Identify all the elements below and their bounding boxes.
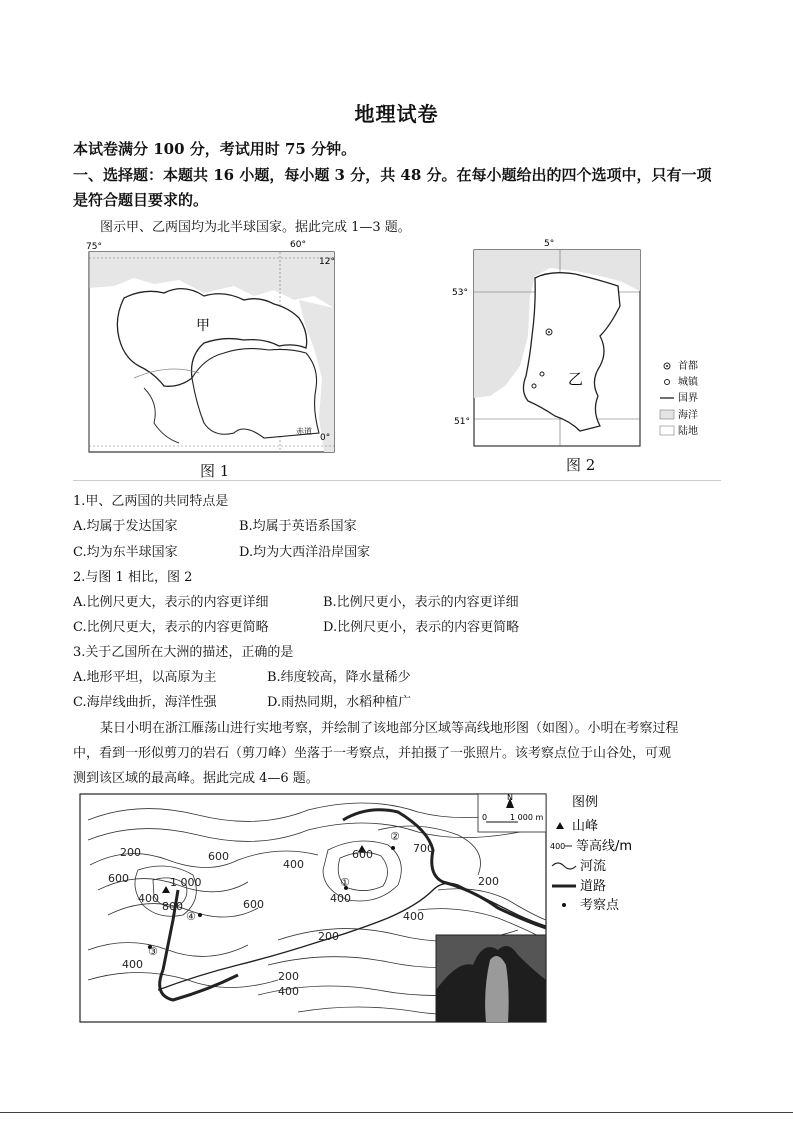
figure-1-caption: 图 1 (200, 462, 230, 480)
lon-75: 75° (86, 242, 102, 252)
lat-0: 0° (320, 433, 331, 443)
question-3-option-c: C.海岸线曲折，海洋性强 (73, 695, 217, 710)
page-title: 地理试卷 (354, 102, 439, 126)
question-1-option-c: C.均为东半球国家 (73, 545, 178, 560)
question-3-stem: 3.关于乙国所在大洲的描述，正确的是 (73, 645, 294, 660)
question-2-option-a: A.比例尺更大，表示的内容更详细 (73, 595, 269, 610)
legend-capital: 首都 (678, 361, 698, 372)
legend-title: 图例 (572, 795, 599, 810)
intro-questions-4-6-line1: 某日小明在浙江雁荡山进行实地考察，并绘制了该地部分区域等高线地形图（如图）。小明在考察过程 (100, 721, 679, 736)
scale-end: 1 000 m (510, 813, 544, 822)
country-label-jia: 甲 (196, 318, 210, 334)
contour-label: 600 (243, 898, 264, 911)
legend-point-icon (562, 903, 566, 907)
equator-label: 赤道 (296, 427, 312, 436)
contour-label: 400 (330, 892, 351, 905)
contour-label: 200 (120, 846, 141, 859)
contour-label: 400 (122, 958, 143, 971)
question-2-stem: 2.与图 1 相比，图 2 (73, 570, 193, 585)
point-1-label: ① (340, 876, 350, 889)
contour-label: 400 (278, 985, 299, 998)
intro-questions-1-3: 图示甲、乙两国均为北半球国家。据此完成 1—3 题。 (100, 220, 411, 235)
legend-border: 国界 (678, 393, 698, 404)
figure-2-map (450, 236, 720, 476)
question-1-option-d: D.均为大西洋沿岸国家 (239, 545, 371, 560)
lat-53: 53° (452, 288, 468, 298)
figure-2-caption: 图 2 (566, 456, 596, 474)
figure-2 (450, 236, 720, 476)
legend-peak-icon (556, 822, 564, 829)
legend-river: 河流 (580, 859, 607, 874)
point-2-label: ② (390, 830, 400, 843)
lon-60: 60° (290, 240, 306, 250)
contour-map (78, 790, 738, 1026)
contour-label: 200 (478, 875, 499, 888)
exam-info: 本试卷满分 100 分，考试用时 75 分钟。 (73, 140, 357, 158)
observation-point (391, 846, 395, 850)
legend-town: 城镇 (678, 377, 698, 388)
scale-start: 0 (482, 813, 488, 822)
section-instruction-line1: 一、选择题：本题共 16 小题，每小题 3 分，共 48 分。在每小题给出的四个选项中，只有一项 (73, 166, 712, 184)
contour-label: 700 (413, 842, 434, 855)
point-3-label: ③ (148, 945, 158, 958)
page-bottom-rule (0, 1112, 793, 1113)
question-1-option-a: A.均属于发达国家 (73, 519, 178, 534)
lon-5: 5° (544, 239, 555, 249)
contour-label: 200 (278, 970, 299, 983)
contour-label: 600 (208, 850, 229, 863)
legend-ocean: 海洋 (678, 410, 698, 421)
figure-1-map (84, 238, 346, 478)
contour-label: 800 (162, 900, 183, 913)
intro-questions-4-6-line3: 测到该区域的最高峰。据此完成 4—6 题。 (73, 771, 319, 786)
contour-label: 1 000 (170, 876, 202, 889)
legend-road: 道路 (580, 879, 607, 894)
question-3-option-d: D.雨热同期，水稻种植广 (267, 695, 412, 710)
contour-label: 600 (352, 848, 373, 861)
lat-12: 12° (319, 257, 335, 267)
observation-point (198, 913, 202, 917)
legend-river-icon (552, 863, 576, 869)
legend-point: 考察点 (580, 898, 620, 913)
divider (73, 480, 721, 481)
question-3-option-a: A.地形平坦，以高原为主 (73, 670, 217, 685)
neighbor-country (192, 349, 319, 438)
question-1-stem: 1.甲、乙两国的共同特点是 (73, 494, 229, 509)
question-2-option-d: D.比例尺更小，表示的内容更简略 (323, 620, 520, 635)
legend-land: 陆地 (678, 426, 698, 437)
intro-questions-4-6-line2: 中，看到一形似剪刀的岩石（剪刀峰）坐落于一考察点，并拍摄了一张照片。该考察点位于山谷处，可观 (73, 746, 672, 761)
contour-label: 200 (318, 930, 339, 943)
legend-peak: 山峰 (572, 819, 599, 834)
contour-label: 400 (138, 892, 159, 905)
question-3-option-b: B.纬度较高，降水量稀少 (267, 670, 411, 685)
contour-label: 600 (108, 872, 129, 885)
figure-3 (78, 790, 738, 1026)
country-label-yi: 乙 (568, 370, 584, 388)
point-4-label: ④ (186, 910, 196, 923)
north-label: N (507, 793, 513, 802)
legend-contour-sample: 400 (550, 842, 566, 851)
lat-51: 51° (454, 417, 470, 427)
question-2-option-c: C.比例尺更大，表示的内容更简略 (73, 620, 269, 635)
section-instruction-line2: 是符合题目要求的。 (73, 191, 209, 209)
legend-contour: 等高线/m (576, 839, 633, 854)
contour-label: 400 (403, 910, 424, 923)
figure-1 (84, 238, 346, 478)
question-1-option-b: B.均属于英语系国家 (239, 519, 357, 534)
question-2-option-b: B.比例尺更小，表示的内容更详细 (323, 595, 519, 610)
contour-label: 400 (283, 858, 304, 871)
